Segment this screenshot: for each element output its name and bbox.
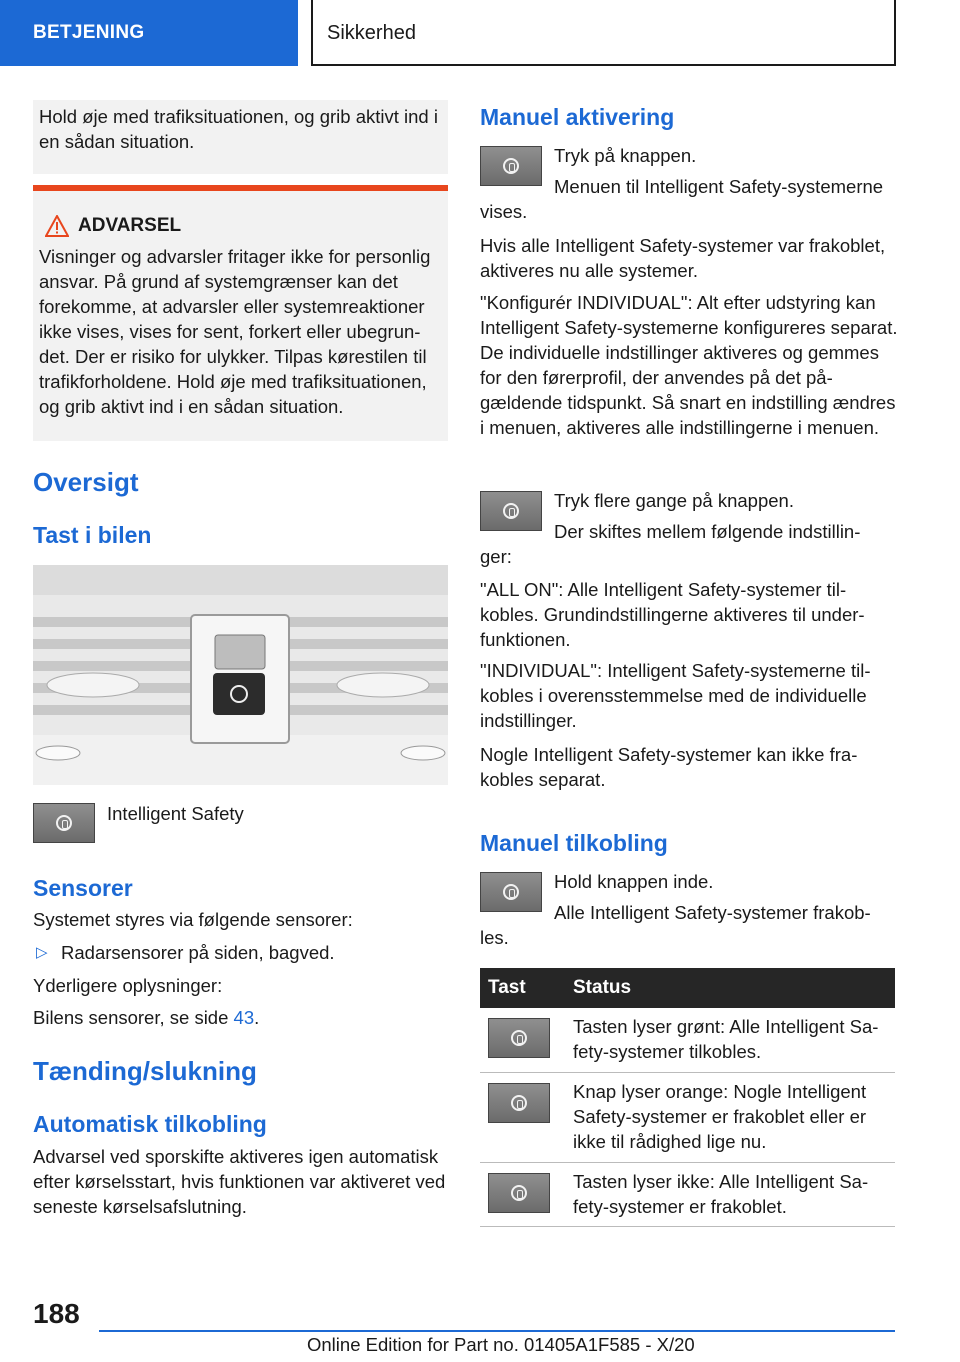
intro-box [33,100,448,174]
car-button-illustration [33,565,448,785]
heading-manuel-tilkobling: Manuel tilkobling [480,830,668,856]
chapter-tab: Sikkerhed [311,0,896,66]
section-tab: BETJENING [0,0,298,66]
reference-end: . [254,1007,260,1028]
para-3: "ALL ON": Alle Intelligent Safety-systemer tilkobles. Grundindstillingerne aktiveres til underfunktionen. [480,579,865,650]
heading-tast-i-bilen: Tast i bilen [33,522,152,548]
status-table [480,968,895,1227]
automatisk-text: Advarsel ved sporskifte aktiveres igen automatisk efter kørselsstart, hvis funktionen var aktiveret ved seneste kørselsafslutning. [33,1146,446,1217]
para-2: "Konfigurér INDIVIDUAL": Alt efter udstyring kan Intelligent Safety-systemerne konfigureres separat. De individuelle indstillinger aktiveres og gemmes for den førerprofil, der anvendes på det pågældende tidspunkt. Så snart en indstilling ændres i menuen, aktiveres alle indstillingerne i menuen. [480,292,898,438]
button-label: Intelligent Safety [107,803,244,824]
heading-taending: Tænding/slukning [33,1056,257,1086]
table-cell-status: Tasten lyser ikke: Alle Intelligent Safety-systemer er frakoblet. [573,1170,869,1217]
page-number: 188 [33,1298,80,1329]
heading-automatisk: Automatisk tilkobling [33,1111,267,1137]
heading-oversigt: Oversigt [33,467,139,497]
table-header-tast: Tast [488,977,526,998]
table-header-row [480,968,895,1008]
table-row [480,1072,895,1162]
warning-triangle-icon [45,215,69,237]
table-cell-status: Tasten lyser grønt: Alle Intelligent Safety-systemer tilkobles. [573,1016,879,1062]
step2-a: Tryk flere gange på knappen. [554,490,794,511]
reference-line [33,1005,259,1030]
intelligent-safety-button-icon [33,803,95,843]
warning-box [33,185,448,441]
para-4: "INDIVIDUAL": Intelligent Safety-systemerne tilkobles i overensstemmelse med de individuelle indstillinger. [480,660,871,731]
bullet-marker-icon: ▷ [36,944,48,961]
page-header [0,0,960,66]
step3-a: Hold knappen inde. [554,871,714,892]
step3-b: Alle Intelligent Safety-systemer frakobles. [480,902,871,948]
table-row [480,1008,895,1072]
intelligent-safety-button-icon [488,1173,550,1213]
more-info: Yderligere oplysninger: [33,975,223,996]
heading-manuel-aktivering: Manuel aktivering [480,104,675,130]
footer-rule [99,1330,895,1332]
table-row [480,1162,895,1226]
page-link[interactable]: 43 [233,1007,255,1028]
warning-text: Visninger og advarsler fritager ikke for personlig ansvar. På grund af systemgrænser kan det forekomme, at advarsler eller systemreaktioner ikke vises, vises for sent, forkert eller ubegrundet. Der er risiko for ulykker. Tilpas kørestilen til trafikforholdene. Hold øje med trafiksituationen, og grib aktivt ind i en sådan situation. [39,246,431,417]
heading-sensorer: Sensorer [33,875,133,901]
intelligent-safety-button-icon [488,1083,550,1123]
intelligent-safety-button-icon [488,1018,550,1058]
para-5: Nogle Intelligent Safety-systemer kan ikke frakobles separat. [480,744,858,790]
sensorer-intro: Systemet styres via følgende sensorer: [33,909,353,930]
step1-b: Menuen til Intelligent Safety-systemerne vises. [480,176,884,222]
step1-a: Tryk på knappen. [554,145,697,166]
intro-text: Hold øje med trafiksituationen, og grib aktivt ind i en sådan situation. [39,106,438,152]
table-cell-status: Knap lyser orange: Nogle Intelligent Safety-systemer er frakoblet eller er ikke til rådighed lige nu. [573,1080,867,1152]
warning-title: ADVARSEL [78,215,182,236]
footer-edition: Online Edition for Part no. 01405A1F585 - X/20 [307,1334,695,1355]
table-header-status: Status [573,977,632,998]
bullet-radarsensorer: Radarsensorer på siden, bagved. [61,942,335,963]
step2-b: Der skiftes mellem følgende indstillinger: [480,521,861,567]
reference-text: Bilens sensorer, se side [33,1007,234,1028]
para-1: Hvis alle Intelligent Safety-systemer var frakoblet, aktiveres nu alle systemer. [480,235,886,281]
